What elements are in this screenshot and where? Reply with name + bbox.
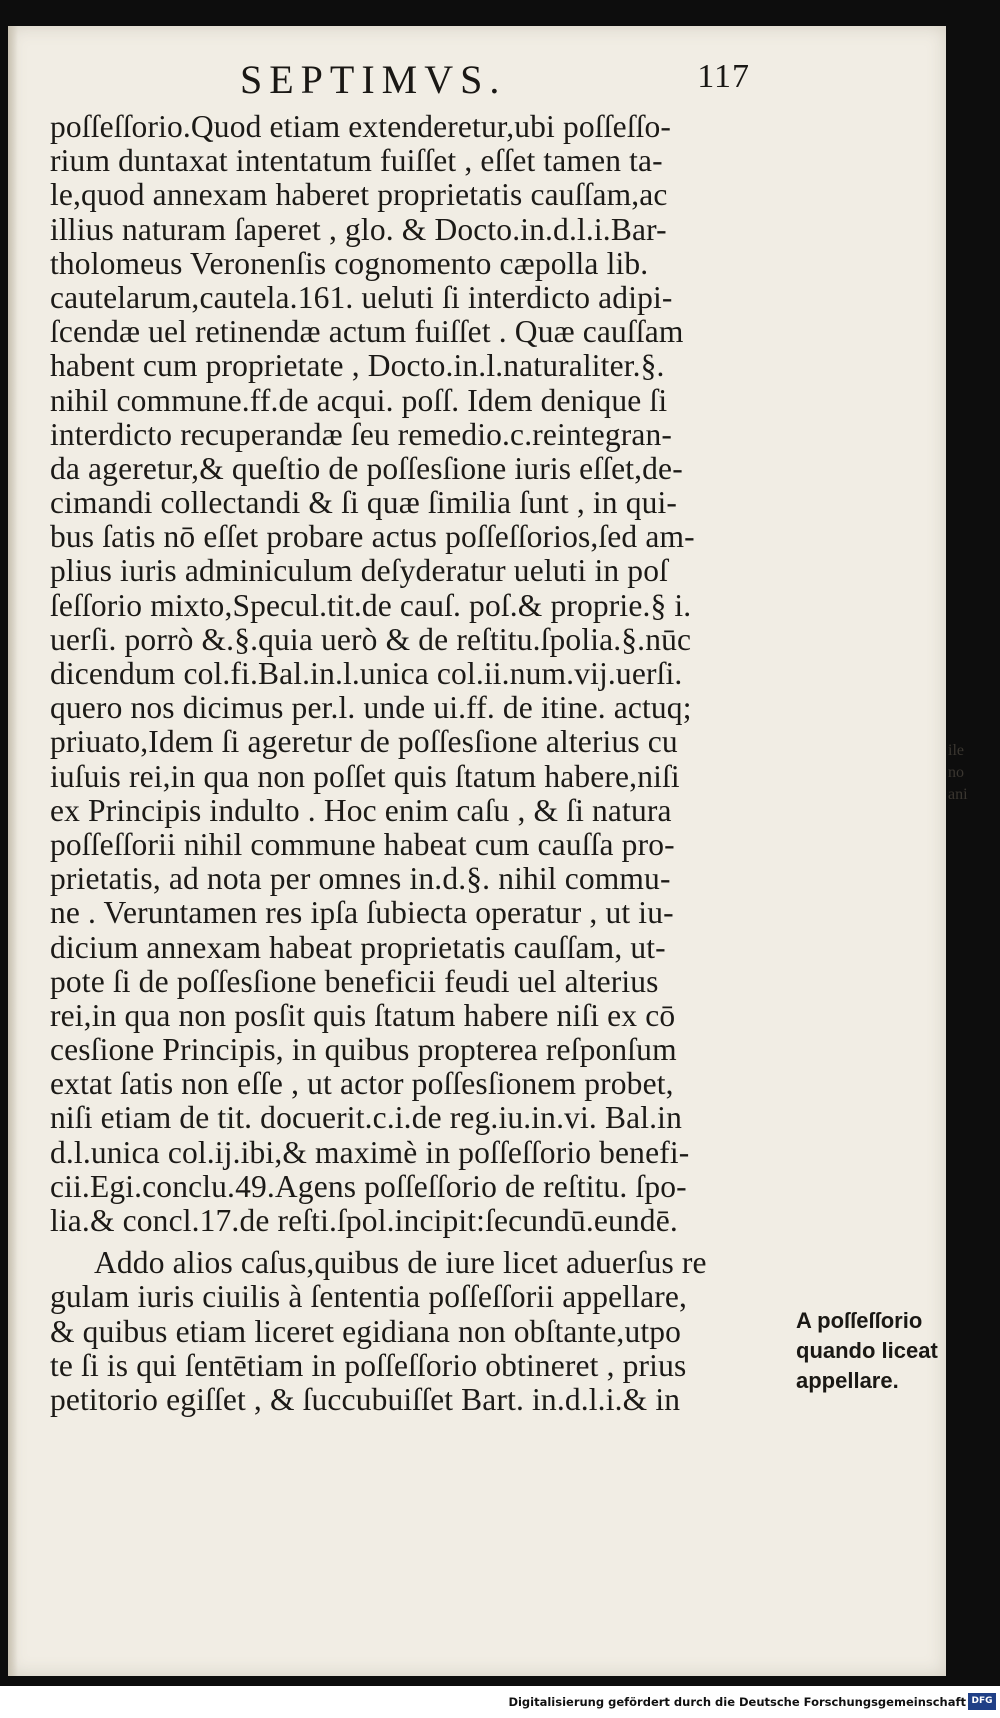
text-line: plius iuris adminiculum deſyderatur ueluti in poſ bbox=[50, 553, 669, 589]
bleed-through-text bbox=[948, 740, 988, 810]
book-page bbox=[8, 26, 946, 1676]
text-line: tholomeus Veronenſis cognomento cæpolla lib. bbox=[50, 245, 649, 281]
text-line: interdicto recuperandæ ſeu remedio.c.reintegran- bbox=[50, 416, 673, 452]
text-line: gulam iuris ciuilis à ſententia poſſeſſorii appellare, bbox=[50, 1279, 688, 1315]
text-line: rei,in qua non posſit quis ſtatum habere niſi ex cō bbox=[50, 997, 676, 1033]
bleed-through-line: ani bbox=[948, 786, 968, 803]
footer-bar bbox=[0, 1686, 1000, 1718]
running-head bbox=[240, 56, 800, 116]
text-line: priuato,Idem ſi ageretur de poſſesſione alterius cu bbox=[50, 724, 678, 760]
text-line: cesſione Principis, in quibus propterea reſponſum bbox=[50, 1032, 677, 1068]
text-line: lia.& concl.17.de reſti.ſpol.incipit:ſecundū.eundē. bbox=[50, 1203, 678, 1238]
text-line: ex Principis indulto . Hoc enim caſu , & ſi natura bbox=[50, 792, 672, 828]
text-line: te ſi is qui ſentētiam in poſſeſſorio obtineret , prius bbox=[50, 1347, 687, 1383]
dfg-logo-icon: DFG bbox=[968, 1693, 996, 1710]
paragraph-1 bbox=[50, 110, 790, 1238]
digitization-credit: Digitalisierung gefördert durch die Deutsche Forschungsgemeinschaft bbox=[508, 1695, 966, 1709]
text-line: poſſeſſorii nihil commune habeat cum cauſſa pro- bbox=[50, 826, 675, 862]
text-line: illius naturam ſaperet , glo. & Docto.in.d.l.i.Bar- bbox=[50, 211, 667, 247]
text-line: nihil commune.ff.de acqui. poſſ. Idem denique ſi bbox=[50, 382, 668, 418]
text-line: & quibus etiam liceret egidiana non obſtante,utpo bbox=[50, 1313, 682, 1349]
text-line: pote ſi de poſſesſione beneficii feudi uel alterius bbox=[50, 963, 659, 999]
bleed-through-line: no bbox=[948, 764, 964, 781]
text-line: niſi etiam de tit. docuerit.c.i.de reg.iu.in.vi. Bal.in bbox=[50, 1100, 682, 1136]
marginal-note-line: A poſſeſſorio bbox=[796, 1308, 923, 1333]
text-line: iuſuis rei,in qua non poſſet quis ſtatum habere,niſi bbox=[50, 758, 680, 794]
text-line: d.l.unica col.ij.ibi,& maximè in poſſeſſorio benefi- bbox=[50, 1134, 690, 1170]
text-line: poſſeſſorio.Quod etiam extenderetur,ubi poſſeſſo- bbox=[50, 109, 672, 144]
text-line: le,quod annexam haberet proprietatis cauſſam,ac bbox=[50, 177, 668, 213]
text-line: cii.Egi.conclu.49.Agens poſſeſſorio de reſtitu. ſpo- bbox=[50, 1168, 687, 1204]
text-line: ne . Veruntamen res ipſa ſubiecta operatur , ut iu- bbox=[50, 895, 674, 931]
text-line: uerſi. porrò &.§.quia uerò & de reſtitu.ſpolia.§.nūc bbox=[50, 621, 692, 657]
text-line: habent cum proprietate , Docto.in.l.naturaliter.§. bbox=[50, 348, 665, 384]
text-line: quero nos dicimus per.l. unde ui.ff. de itine. actuq; bbox=[50, 690, 692, 726]
text-line: rium duntaxat intentatum fuiſſet , eſſet tamen ta- bbox=[50, 143, 663, 179]
page-number: 117 bbox=[697, 58, 750, 95]
text-line: da ageretur,& queſtio de poſſesſione iuris eſſet,de- bbox=[50, 450, 683, 486]
body-text bbox=[50, 110, 790, 1417]
text-line: ſcendæ uel retinendæ actum fuiſſet . Quæ cauſſam bbox=[50, 314, 684, 350]
text-line: dicendum col.fi.Bal.in.l.unica col.ii.num.vij.uerſi. bbox=[50, 656, 683, 691]
text-line: bus ſatis nō eſſet probare actus poſſeſſorios,ſed am- bbox=[50, 519, 695, 555]
text-line: prietatis, ad nota per omnes in.d.§. nihil commu- bbox=[50, 861, 671, 897]
text-line: cimandi collectandi & ſi quæ ſimilia ſunt , in qui- bbox=[50, 485, 678, 521]
text-line: cautelarum,cautela.161. ueluti ſi interdicto adipi- bbox=[50, 279, 673, 315]
bleed-through-line: ile bbox=[948, 742, 964, 759]
marginal-note bbox=[796, 1306, 956, 1396]
text-line: petitorio egiſſet , & ſuccubuiſſet Bart. in.d.l.i.& in bbox=[50, 1381, 681, 1417]
text-line: Addo alios caſus,quibus de iure licet aduerſus re bbox=[94, 1245, 707, 1281]
marginal-note-line: quando liceat bbox=[796, 1338, 938, 1363]
text-line: dicium annexam habeat proprietatis cauſſam, ut- bbox=[50, 929, 666, 965]
text-line: extat ſatis non eſſe , ut actor poſſesſionem probet, bbox=[50, 1066, 674, 1102]
running-head-title: SEPTIMVS. bbox=[240, 57, 507, 102]
text-line: ſeſſorio mixto,Specul.tit.de cauſ. poſ.& proprie.§ i. bbox=[50, 587, 692, 623]
paragraph-2 bbox=[50, 1246, 790, 1417]
marginal-note-line: appellare. bbox=[796, 1368, 899, 1393]
